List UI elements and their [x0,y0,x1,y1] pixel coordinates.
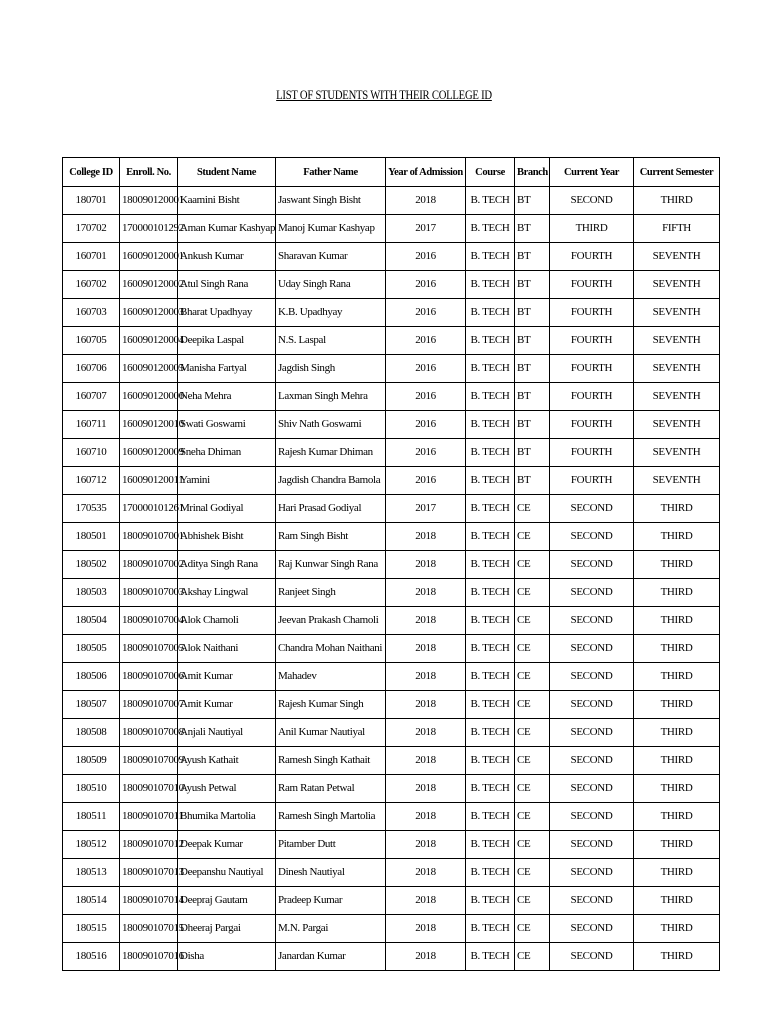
cell-college-id: 180503 [63,579,120,607]
cell-current-year: FOURTH [550,467,634,495]
table-row [63,467,720,495]
cell-year-of-admission: 2016 [386,355,466,383]
cell-course: B. TECH [466,551,515,579]
cell-branch: CE [515,915,550,943]
cell-enroll-no: 180090107002 [120,551,178,579]
cell-course: B. TECH [466,215,515,243]
cell-branch: CE [515,635,550,663]
cell-course: B. TECH [466,579,515,607]
cell-college-id: 180515 [63,915,120,943]
cell-student-name: Bhumika Martolia [178,803,276,831]
cell-father-name: Ramesh Singh Kathait [276,747,386,775]
cell-enroll-no: 180090107004 [120,607,178,635]
cell-current-year: SECOND [550,943,634,971]
cell-college-id: 160710 [63,439,120,467]
cell-current-year: SECOND [550,775,634,803]
cell-enroll-no: 180090107008 [120,719,178,747]
cell-current-year: SECOND [550,495,634,523]
header-year-of-admission: Year of Admission [386,158,466,187]
cell-college-id: 180502 [63,551,120,579]
table-row [63,943,720,971]
cell-current-semester: SEVENTH [634,467,720,495]
cell-current-semester: SEVENTH [634,411,720,439]
cell-branch: BT [515,439,550,467]
cell-course: B. TECH [466,355,515,383]
table-row [63,803,720,831]
cell-father-name: Uday Singh Rana [276,271,386,299]
cell-year-of-admission: 2018 [386,831,466,859]
cell-student-name: Yamini [178,467,276,495]
cell-current-year: SECOND [550,663,634,691]
cell-current-year: SECOND [550,187,634,215]
cell-current-semester: SEVENTH [634,439,720,467]
cell-current-semester: THIRD [634,747,720,775]
table-row [63,551,720,579]
cell-enroll-no: 170000101292 [120,215,178,243]
cell-enroll-no: 180090107009 [120,747,178,775]
table-row [63,327,720,355]
students-table [62,157,720,971]
table-header-row [63,158,720,187]
table-row [63,355,720,383]
cell-current-year: SECOND [550,719,634,747]
table-row [63,187,720,215]
cell-current-semester: THIRD [634,803,720,831]
cell-year-of-admission: 2018 [386,523,466,551]
header-current-year: Current Year [550,158,634,187]
cell-year-of-admission: 2018 [386,719,466,747]
cell-branch: BT [515,327,550,355]
cell-year-of-admission: 2018 [386,747,466,775]
cell-current-year: SECOND [550,887,634,915]
cell-father-name: Hari Prasad Godiyal [276,495,386,523]
cell-current-year: SECOND [550,915,634,943]
header-current-semester: Current Semester [634,158,720,187]
cell-college-id: 180507 [63,691,120,719]
cell-course: B. TECH [466,691,515,719]
cell-father-name: Raj Kunwar Singh Rana [276,551,386,579]
table-row [63,243,720,271]
cell-father-name: Shiv Nath Goswami [276,411,386,439]
cell-student-name: Aman Kumar Kashyap [178,215,276,243]
cell-enroll-no: 180090107011 [120,803,178,831]
header-father-name: Father Name [276,158,386,187]
cell-branch: BT [515,467,550,495]
cell-college-id: 180513 [63,859,120,887]
cell-student-name: Abhishek Bisht [178,523,276,551]
table-row [63,915,720,943]
table-row [63,859,720,887]
cell-current-year: SECOND [550,607,634,635]
cell-current-year: SECOND [550,831,634,859]
table-row [63,887,720,915]
cell-year-of-admission: 2016 [386,383,466,411]
cell-year-of-admission: 2016 [386,439,466,467]
cell-student-name: Disha [178,943,276,971]
cell-enroll-no: 180090107007 [120,691,178,719]
cell-father-name: Rajesh Kumar Singh [276,691,386,719]
cell-branch: BT [515,215,550,243]
cell-current-year: SECOND [550,579,634,607]
cell-student-name: Atul Singh Rana [178,271,276,299]
document-title [69,87,699,103]
cell-year-of-admission: 2018 [386,803,466,831]
cell-student-name: Anjali Nautiyal [178,719,276,747]
cell-father-name: Jagdish Chandra Bamola [276,467,386,495]
cell-college-id: 160705 [63,327,120,355]
cell-year-of-admission: 2018 [386,635,466,663]
cell-current-year: SECOND [550,803,634,831]
cell-enroll-no: 160090120003 [120,299,178,327]
cell-father-name: Manoj Kumar Kashyap [276,215,386,243]
cell-student-name: Amit Kumar [178,663,276,691]
cell-college-id: 170702 [63,215,120,243]
cell-branch: CE [515,943,550,971]
header-enroll-no: Enroll. No. [120,158,178,187]
table-row [63,635,720,663]
cell-year-of-admission: 2018 [386,775,466,803]
cell-college-id: 160707 [63,383,120,411]
cell-current-year: FOURTH [550,299,634,327]
cell-college-id: 180509 [63,747,120,775]
cell-course: B. TECH [466,663,515,691]
table-row [63,607,720,635]
cell-year-of-admission: 2018 [386,579,466,607]
cell-father-name: Dinesh Nautiyal [276,859,386,887]
cell-branch: BT [515,355,550,383]
cell-student-name: Alok Naithani [178,635,276,663]
cell-branch: CE [515,719,550,747]
cell-enroll-no: 160090120005 [120,355,178,383]
cell-current-semester: THIRD [634,579,720,607]
cell-enroll-no: 180090107003 [120,579,178,607]
cell-college-id: 180508 [63,719,120,747]
table-row [63,495,720,523]
cell-current-year: SECOND [550,551,634,579]
cell-branch: CE [515,523,550,551]
cell-student-name: Aditya Singh Rana [178,551,276,579]
cell-current-semester: THIRD [634,719,720,747]
cell-enroll-no: 160090120011 [120,467,178,495]
cell-college-id: 180514 [63,887,120,915]
cell-current-semester: SEVENTH [634,271,720,299]
cell-father-name: Jeevan Prakash Chamoli [276,607,386,635]
cell-branch: CE [515,831,550,859]
cell-student-name: Kaamini Bisht [178,187,276,215]
cell-college-id: 160712 [63,467,120,495]
cell-current-year: FOURTH [550,383,634,411]
cell-year-of-admission: 2018 [386,691,466,719]
cell-current-year: FOURTH [550,355,634,383]
cell-current-year: SECOND [550,747,634,775]
cell-enroll-no: 170000101261 [120,495,178,523]
cell-branch: BT [515,411,550,439]
header-branch: Branch [515,158,550,187]
cell-father-name: Anil Kumar Nautiyal [276,719,386,747]
table-row [63,439,720,467]
table-row [63,691,720,719]
cell-college-id: 180512 [63,831,120,859]
cell-course: B. TECH [466,607,515,635]
cell-course: B. TECH [466,495,515,523]
table-row [63,831,720,859]
cell-current-semester: THIRD [634,495,720,523]
cell-college-id: 160702 [63,271,120,299]
cell-student-name: Deepika Laspal [178,327,276,355]
cell-current-semester: SEVENTH [634,243,720,271]
table-row [63,719,720,747]
cell-branch: CE [515,551,550,579]
cell-college-id: 160703 [63,299,120,327]
cell-current-semester: SEVENTH [634,383,720,411]
cell-father-name: Rajesh Kumar Dhiman [276,439,386,467]
cell-enroll-no: 160090120002 [120,271,178,299]
cell-father-name: Pradeep Kumar [276,887,386,915]
cell-enroll-no: 160090120006 [120,383,178,411]
cell-course: B. TECH [466,747,515,775]
table-row [63,383,720,411]
cell-current-semester: THIRD [634,859,720,887]
cell-course: B. TECH [466,299,515,327]
cell-student-name: Dheeraj Pargai [178,915,276,943]
cell-college-id: 170535 [63,495,120,523]
cell-college-id: 180701 [63,187,120,215]
cell-current-semester: SEVENTH [634,299,720,327]
cell-current-semester: THIRD [634,691,720,719]
cell-year-of-admission: 2018 [386,663,466,691]
cell-current-year: FOURTH [550,327,634,355]
cell-student-name: Mrinal Godiyal [178,495,276,523]
cell-father-name: Jagdish Singh [276,355,386,383]
cell-current-year: FOURTH [550,243,634,271]
cell-year-of-admission: 2016 [386,299,466,327]
cell-current-semester: THIRD [634,943,720,971]
cell-college-id: 180501 [63,523,120,551]
cell-college-id: 180510 [63,775,120,803]
cell-branch: CE [515,663,550,691]
cell-current-year: SECOND [550,635,634,663]
cell-course: B. TECH [466,243,515,271]
cell-father-name: K.B. Upadhyay [276,299,386,327]
table-row [63,523,720,551]
cell-enroll-no: 180090107016 [120,943,178,971]
cell-branch: CE [515,803,550,831]
header-college-id: College ID [63,158,120,187]
cell-branch: CE [515,607,550,635]
cell-current-semester: THIRD [634,607,720,635]
cell-current-semester: THIRD [634,551,720,579]
table-row [63,775,720,803]
cell-student-name: Deepraj Gautam [178,887,276,915]
cell-enroll-no: 160090120004 [120,327,178,355]
cell-enroll-no: 180090107001 [120,523,178,551]
cell-year-of-admission: 2016 [386,467,466,495]
cell-student-name: Bharat Upadhyay [178,299,276,327]
header-course: Course [466,158,515,187]
table-row [63,747,720,775]
cell-course: B. TECH [466,943,515,971]
cell-year-of-admission: 2016 [386,271,466,299]
cell-enroll-no: 180090107013 [120,859,178,887]
cell-college-id: 180505 [63,635,120,663]
cell-enroll-no: 180090107010 [120,775,178,803]
cell-year-of-admission: 2018 [386,943,466,971]
cell-year-of-admission: 2017 [386,215,466,243]
cell-student-name: Swati Goswami [178,411,276,439]
cell-father-name: Mahadev [276,663,386,691]
cell-current-semester: THIRD [634,635,720,663]
header-student-name: Student Name [178,158,276,187]
cell-student-name: Alok Chamoli [178,607,276,635]
cell-father-name: Laxman Singh Mehra [276,383,386,411]
cell-father-name: Sharavan Kumar [276,243,386,271]
cell-student-name: Deepanshu Nautiyal [178,859,276,887]
cell-student-name: Akshay Lingwal [178,579,276,607]
cell-father-name: Ranjeet Singh [276,579,386,607]
cell-course: B. TECH [466,803,515,831]
cell-year-of-admission: 2018 [386,859,466,887]
cell-course: B. TECH [466,775,515,803]
cell-student-name: Manisha Fartyal [178,355,276,383]
cell-current-semester: THIRD [634,187,720,215]
cell-student-name: Sneha Dhiman [178,439,276,467]
cell-course: B. TECH [466,411,515,439]
cell-student-name: Ayush Petwal [178,775,276,803]
table-row [63,663,720,691]
cell-college-id: 160706 [63,355,120,383]
cell-enroll-no: 160090120010 [120,411,178,439]
cell-current-semester: THIRD [634,915,720,943]
cell-current-semester: THIRD [634,775,720,803]
cell-course: B. TECH [466,887,515,915]
cell-current-semester: THIRD [634,663,720,691]
cell-branch: CE [515,691,550,719]
cell-course: B. TECH [466,859,515,887]
cell-course: B. TECH [466,439,515,467]
cell-branch: BT [515,383,550,411]
cell-year-of-admission: 2018 [386,551,466,579]
cell-year-of-admission: 2016 [386,243,466,271]
cell-current-year: SECOND [550,859,634,887]
table-row [63,299,720,327]
cell-current-semester: THIRD [634,523,720,551]
cell-year-of-admission: 2016 [386,411,466,439]
cell-year-of-admission: 2018 [386,887,466,915]
cell-branch: CE [515,859,550,887]
cell-course: B. TECH [466,523,515,551]
cell-branch: CE [515,495,550,523]
cell-year-of-admission: 2018 [386,187,466,215]
cell-enroll-no: 180090107006 [120,663,178,691]
cell-course: B. TECH [466,187,515,215]
cell-student-name: Ankush Kumar [178,243,276,271]
cell-student-name: Deepak Kumar [178,831,276,859]
cell-father-name: N.S. Laspal [276,327,386,355]
table-row [63,579,720,607]
cell-course: B. TECH [466,271,515,299]
cell-enroll-no: 180090107015 [120,915,178,943]
cell-branch: BT [515,243,550,271]
cell-enroll-no: 180090107005 [120,635,178,663]
cell-college-id: 180511 [63,803,120,831]
cell-branch: CE [515,887,550,915]
cell-current-year: FOURTH [550,439,634,467]
cell-course: B. TECH [466,383,515,411]
cell-current-year: FOURTH [550,271,634,299]
table-row [63,271,720,299]
cell-year-of-admission: 2018 [386,915,466,943]
cell-enroll-no: 180090107014 [120,887,178,915]
cell-college-id: 180504 [63,607,120,635]
cell-father-name: Janardan Kumar [276,943,386,971]
cell-father-name: Ram Singh Bisht [276,523,386,551]
table-row [63,411,720,439]
cell-enroll-no: 180090120001 [120,187,178,215]
cell-branch: CE [515,579,550,607]
cell-branch: CE [515,775,550,803]
cell-father-name: Ram Ratan Petwal [276,775,386,803]
cell-current-year: SECOND [550,691,634,719]
cell-course: B. TECH [466,915,515,943]
cell-current-semester: SEVENTH [634,355,720,383]
cell-enroll-no: 180090107012 [120,831,178,859]
cell-branch: BT [515,271,550,299]
cell-year-of-admission: 2018 [386,607,466,635]
cell-year-of-admission: 2016 [386,327,466,355]
cell-father-name: M.N. Pargai [276,915,386,943]
cell-year-of-admission: 2017 [386,495,466,523]
cell-course: B. TECH [466,467,515,495]
cell-course: B. TECH [466,719,515,747]
cell-college-id: 180516 [63,943,120,971]
cell-enroll-no: 160090120009 [120,439,178,467]
cell-student-name: Amit Kumar [178,691,276,719]
cell-student-name: Neha Mehra [178,383,276,411]
cell-branch: BT [515,299,550,327]
cell-father-name: Ramesh Singh Martolia [276,803,386,831]
cell-branch: CE [515,747,550,775]
cell-current-semester: THIRD [634,887,720,915]
cell-father-name: Pitamber Dutt [276,831,386,859]
cell-college-id: 160711 [63,411,120,439]
cell-current-year: SECOND [550,523,634,551]
cell-student-name: Ayush Kathait [178,747,276,775]
cell-father-name: Jaswant Singh Bisht [276,187,386,215]
cell-branch: BT [515,187,550,215]
cell-father-name: Chandra Mohan Naithani [276,635,386,663]
cell-course: B. TECH [466,327,515,355]
cell-course: B. TECH [466,635,515,663]
table-row [63,215,720,243]
cell-course: B. TECH [466,831,515,859]
cell-current-semester: SEVENTH [634,327,720,355]
document-title-text: LIST OF STUDENTS WITH THEIR COLLEGE ID [276,87,492,102]
cell-current-year: THIRD [550,215,634,243]
cell-college-id: 180506 [63,663,120,691]
cell-current-year: FOURTH [550,411,634,439]
cell-enroll-no: 160090120001 [120,243,178,271]
cell-college-id: 160701 [63,243,120,271]
cell-current-semester: THIRD [634,831,720,859]
cell-current-semester: FIFTH [634,215,720,243]
